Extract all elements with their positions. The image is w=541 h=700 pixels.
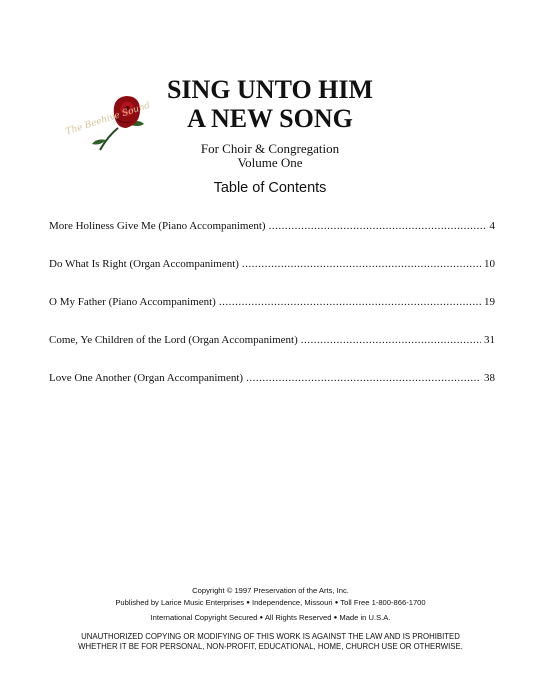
toc-entry[interactable] bbox=[49, 334, 495, 372]
toc-entry[interactable] bbox=[49, 372, 495, 410]
toc-entry-title: Do What Is Right (Organ Accompaniment) bbox=[49, 258, 239, 270]
toll-free-number: Toll Free 1-800-866-1700 bbox=[340, 598, 426, 607]
bullet-icon: ● bbox=[333, 615, 338, 621]
toc-entry-page: 10 bbox=[484, 258, 495, 270]
toc-entry-title: O My Father (Piano Accompaniment) bbox=[49, 296, 216, 308]
subtitle-line-1: For Choir & Congregation bbox=[200, 141, 340, 156]
intl-copyright: International Copyright Secured bbox=[150, 613, 258, 622]
warning-line-1: UNAUTHORIZED COPYING OR MODIFYING OF THIS WORK IS AGAINST THE LAW AND IS PROHIBITED bbox=[81, 632, 460, 641]
copyright-line: Copyright © 1997 Preservation of the Arts, Inc. bbox=[192, 586, 349, 595]
logo-script-text: The Beehive Sound bbox=[64, 100, 152, 138]
toc-entry[interactable] bbox=[49, 296, 495, 334]
toc-dot-leader bbox=[242, 258, 481, 270]
toc-entry[interactable] bbox=[49, 220, 495, 258]
toc-dot-leader bbox=[219, 296, 481, 308]
bullet-icon: ● bbox=[246, 600, 250, 606]
title-line-2: A NEW SONG bbox=[187, 104, 353, 133]
toc-entry-page: 38 bbox=[484, 372, 495, 384]
toc-dot-leader bbox=[269, 220, 487, 232]
table-of-contents bbox=[49, 220, 495, 410]
toc-entry-title: Come, Ye Children of the Lord (Organ Accompaniment) bbox=[49, 334, 298, 346]
rights-reserved: All Rights Reserved bbox=[264, 613, 332, 622]
bullet-icon: ● bbox=[259, 615, 264, 621]
toc-entry[interactable] bbox=[49, 258, 495, 296]
toc-entry-title: More Holiness Give Me (Piano Accompaniment) bbox=[49, 220, 266, 232]
toc-heading: Table of Contents bbox=[213, 180, 327, 196]
toc-entry-page: 4 bbox=[489, 220, 495, 232]
copying-warning bbox=[40, 632, 501, 652]
toc-dot-leader bbox=[246, 372, 481, 384]
toc-entry-page: 31 bbox=[484, 334, 495, 346]
publisher-name: Published by Larice Music Enterprises bbox=[115, 598, 245, 607]
publisher-location: Independence, Missouri bbox=[251, 598, 333, 607]
bullet-icon: ● bbox=[334, 600, 339, 606]
subtitle-line-2: Volume One bbox=[237, 155, 303, 170]
warning-line-2: WHETHER IT BE FOR PERSONAL, NON-PROFIT, EDUCATIONAL, HOME, CHURCH USE OR OTHERWISE. bbox=[78, 642, 463, 651]
publisher-line bbox=[40, 597, 501, 609]
title-line-1: SING UNTO HIM bbox=[166, 75, 374, 104]
made-in: Made in U.S.A. bbox=[339, 613, 391, 622]
toc-entry-page: 19 bbox=[484, 296, 495, 308]
rights-line bbox=[40, 612, 501, 624]
toc-dot-leader bbox=[301, 334, 481, 346]
toc-entry-title: Love One Another (Organ Accompaniment) bbox=[49, 372, 244, 384]
